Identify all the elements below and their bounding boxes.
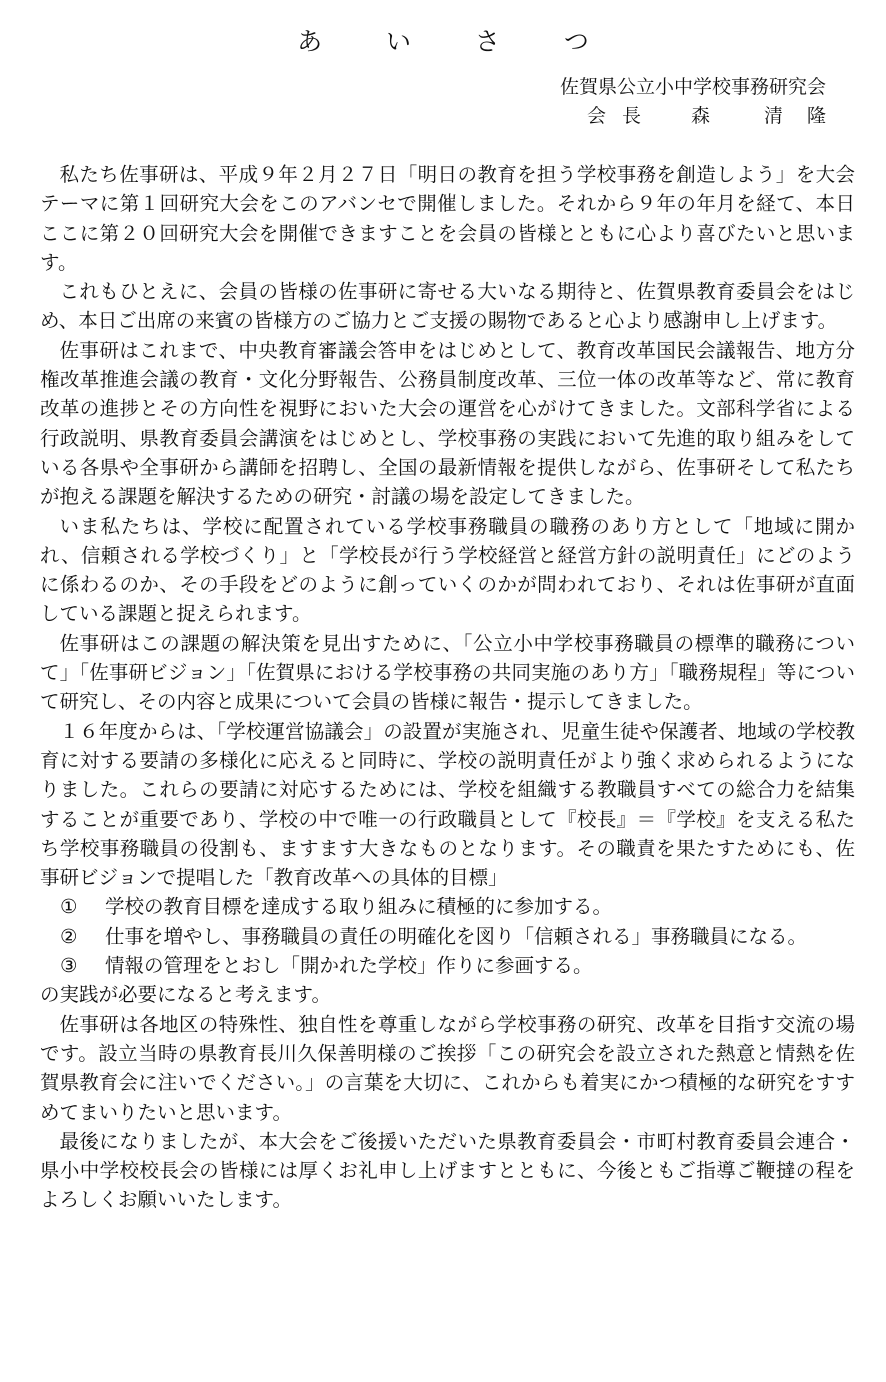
goals-conclusion: の実践が必要になると考えます。 [40,983,331,1007]
goal-text: 学校の教育目標を達成する取り組みに積極的に参加する。 [105,895,613,919]
paragraph: 佐事研はこれまで、中央教育審議会答申をはじめとして、教育改革国民会議報告、地方分権改革推進会議の教育・文化分野報告、公務員制度改革、三位一体の改革等など、常に教育改革の進捗とその方向性を視野においた大会の運営を心がけてきました。文部科学省による行政説明、県教育委員会講演をはじめとし、学校事務の実践において先進的取り組みをしている各県や全事研から講師を招聘し、全国の最新情報を提供しながら、佐事研そして私たちが抱える課題を解決するための研究・討議の場を設定してきました。 [40,338,855,509]
goal-text: 情報の管理をとおし「開かれた学校」作りに参画する。 [105,954,593,978]
page-title: あ い さ つ [297,27,617,56]
signatory-role: 会長 [586,105,657,127]
paragraph: 佐事研は各地区の特殊性、独自性を尊重しながら学校事務の研究、改革を目指す交流の場です。設立当時の県教育長川久保善明様のご挨拶「この研究会を設立された熱意と情熱を佐賀県教育会に注いでください。」の言葉を大切に、これからも着実にかつ積極的な研究をすすめてまいりたいと思います。 [40,1012,855,1124]
organization-name: 佐賀県公立小中学校事務研究会 [559,76,826,98]
paragraph: 最後になりましたが、本大会をご後援いただいた県教育委員会・市町村教育委員会連合・県小中学校校長会の皆様には厚くお礼申し上げますとともに、今後ともご指導ご鞭撻の程をよろしくお願いいたします。 [40,1129,855,1212]
goal-item [40,951,855,980]
paragraph: これもひとえに、会員の皆様の佐事研に寄せる大いなる期待と、佐賀県教育委員会をはじめ、本日ご出席の来賓の皆様方のご協力とご支援の賜物であると心より感謝申し上げます。 [40,280,855,333]
paragraph: １６年度からは、「学校運営協議会」の設置が実施され、児童生徒や保護者、地域の学校教育に対する要請の多様化に応えると同時に、学校の説明責任がより強く求められるようになりました。これらの要請に対応するためには、学校を組織する教職員すべての総合力を結集することが重要であり、学校の中で唯一の行政職員として『校長』＝『学校』を支える私たち学校事務職員の役割も、ますます大きなものとなります。その職責を果たすためにも、佐事研ビジョンで提唱した「教育改革への具体的目標」 [40,719,855,890]
goal-text: 仕事を増やし、事務職員の責任の明確化を図り「信頼される」事務職員になる。 [105,924,808,948]
goal-item [40,922,855,951]
goal-number: ② [60,924,78,948]
paragraph: 私たち佐事研は、平成９年２月２７日「明日の教育を担う学校事務を創造しよう」を大会テーマに第１回研究大会をこのアバンセで開催しました。それから９年の年月を経て、本日ここに第２０回研究大会を開催できますことを会員の皆様とともに心より喜びたいと思います。 [40,163,855,274]
goal-number: ③ [60,954,78,978]
letter-body [40,160,855,1215]
signatory-name: 森 清隆 [690,105,850,127]
goal-item [40,892,855,921]
goal-number: ① [60,895,78,919]
paragraph: いま私たちは、学校に配置されている学校事務職員の職務のあり方として「地域に開かれ、信頼される学校づくり」と「学校長が行う学校経営と経営方針の説明責任」にどのように係わるのか、その手段をどのように創っていくのかが問われており、それは佐事研が直面している課題と捉えられます。 [40,514,855,626]
signatory [586,102,850,130]
paragraph: 佐事研はこの課題の解決策を見出すために、「公立小中学校事務職員の標準的職務について」「佐事研ビジョン」「佐賀県における学校事務の共同実施のあり方」「職務規程」等について研究し、その内容と成果について会員の皆様に報告・提示してきました。 [40,631,855,714]
